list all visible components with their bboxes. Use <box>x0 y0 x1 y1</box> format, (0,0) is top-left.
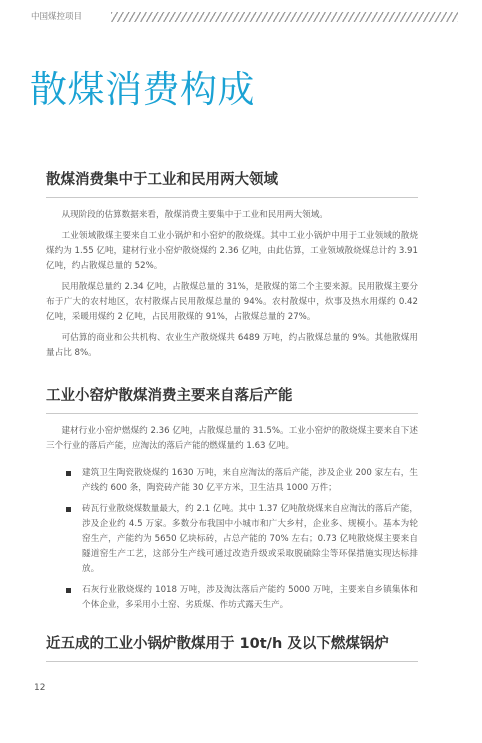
section-heading: 工业小窑炉散煤消费主要来自落后产能 <box>46 386 418 414</box>
section-boiler-consumption <box>46 634 418 662</box>
section-heading: 散煤消费集中于工业和民用两大领域 <box>46 170 418 198</box>
square-bullet-icon <box>66 507 71 512</box>
list-item-text: 砖瓦行业散烧煤数量最大，约 2.1 亿吨。其中 1.37 亿吨散烧煤来自应淘汰的落后产能，涉及企业约 4.5 万家。多数分布我国中小城市和广大乡村，企业多、规模小。基本为轮窑生产，产能约为 5650 亿块标砖，占总产能的 70% 左右；0.73 亿吨散烧煤主要来自隧道窑生产工艺，这部分生产线可通过改造升级或采取脱硫除尘等环保措施实现达标排放。 <box>82 504 418 574</box>
running-header <box>31 10 458 24</box>
list-item-text: 石灰行业散烧煤约 1018 万吨，涉及淘汰落后产能约 5000 万吨，主要来自乡镇集体和个体企业，多采用小土窑、劣质煤、作坊式露天生产。 <box>82 585 418 610</box>
paragraph: 工业领域散煤主要来自工业小锅炉和小窑炉的散烧煤。其中工业小锅炉中用于工业领域的散烧煤约为 1.55 亿吨，建材行业小窑炉散烧煤约 2.36 亿吨，由此估算，工业领域散烧煤总计约 3.91 亿吨，约占散煤总量的 52%。 <box>46 231 418 271</box>
section-heading: 近五成的工业小锅炉散煤用于 10t/h 及以下燃煤锅炉 <box>46 634 418 662</box>
header-label: 中国煤控项目 <box>31 12 83 22</box>
paragraph: 从现阶段的估算数据来看，散煤消费主要集中于工业和民用两大领域。 <box>61 210 328 220</box>
bullet-list <box>46 466 418 613</box>
header-hatch-rule <box>111 12 458 22</box>
page-title: 散煤消费构成 <box>30 68 255 111</box>
page-number: 12 <box>34 683 46 693</box>
paragraph: 可估算的商业和公共机构、农业生产散烧煤共 6489 万吨，约占散煤总量的 9%。其他散煤用量占比 8%。 <box>46 333 418 358</box>
section-consumption-areas <box>46 170 418 361</box>
list-item <box>46 466 418 496</box>
list-item <box>46 583 418 613</box>
square-bullet-icon <box>66 471 71 476</box>
paragraph: 建材行业小窑炉燃煤约 2.36 亿吨，占散煤总量的 31.5%。工业小窑炉的散烧煤主要来自下述三个行业的落后产能，应淘汰的落后产能的燃煤量约 1.63 亿吨。 <box>46 426 418 451</box>
square-bullet-icon <box>66 588 71 593</box>
paragraph: 民用散煤总量约 2.34 亿吨，占散煤总量的 31%，是散煤的第二个主要来源。民用散煤主要分布于广大的农村地区，农村散煤占民用散煤总量的 94%。农村散煤中，炊事及热水用煤约 0.42 亿吨，采暖用煤约 2 亿吨，占民用散煤的 91%，占散煤总量的 27%。 <box>46 282 418 322</box>
section-kiln-consumption <box>46 386 418 613</box>
list-item-text: 建筑卫生陶瓷散烧煤约 1630 万吨，来自应淘汰的落后产能，涉及企业 200 家左右，生产线约 600 条，陶瓷砖产能 30 亿平方米，卫生洁具 1000 万件； <box>82 468 418 493</box>
list-item <box>46 502 418 577</box>
